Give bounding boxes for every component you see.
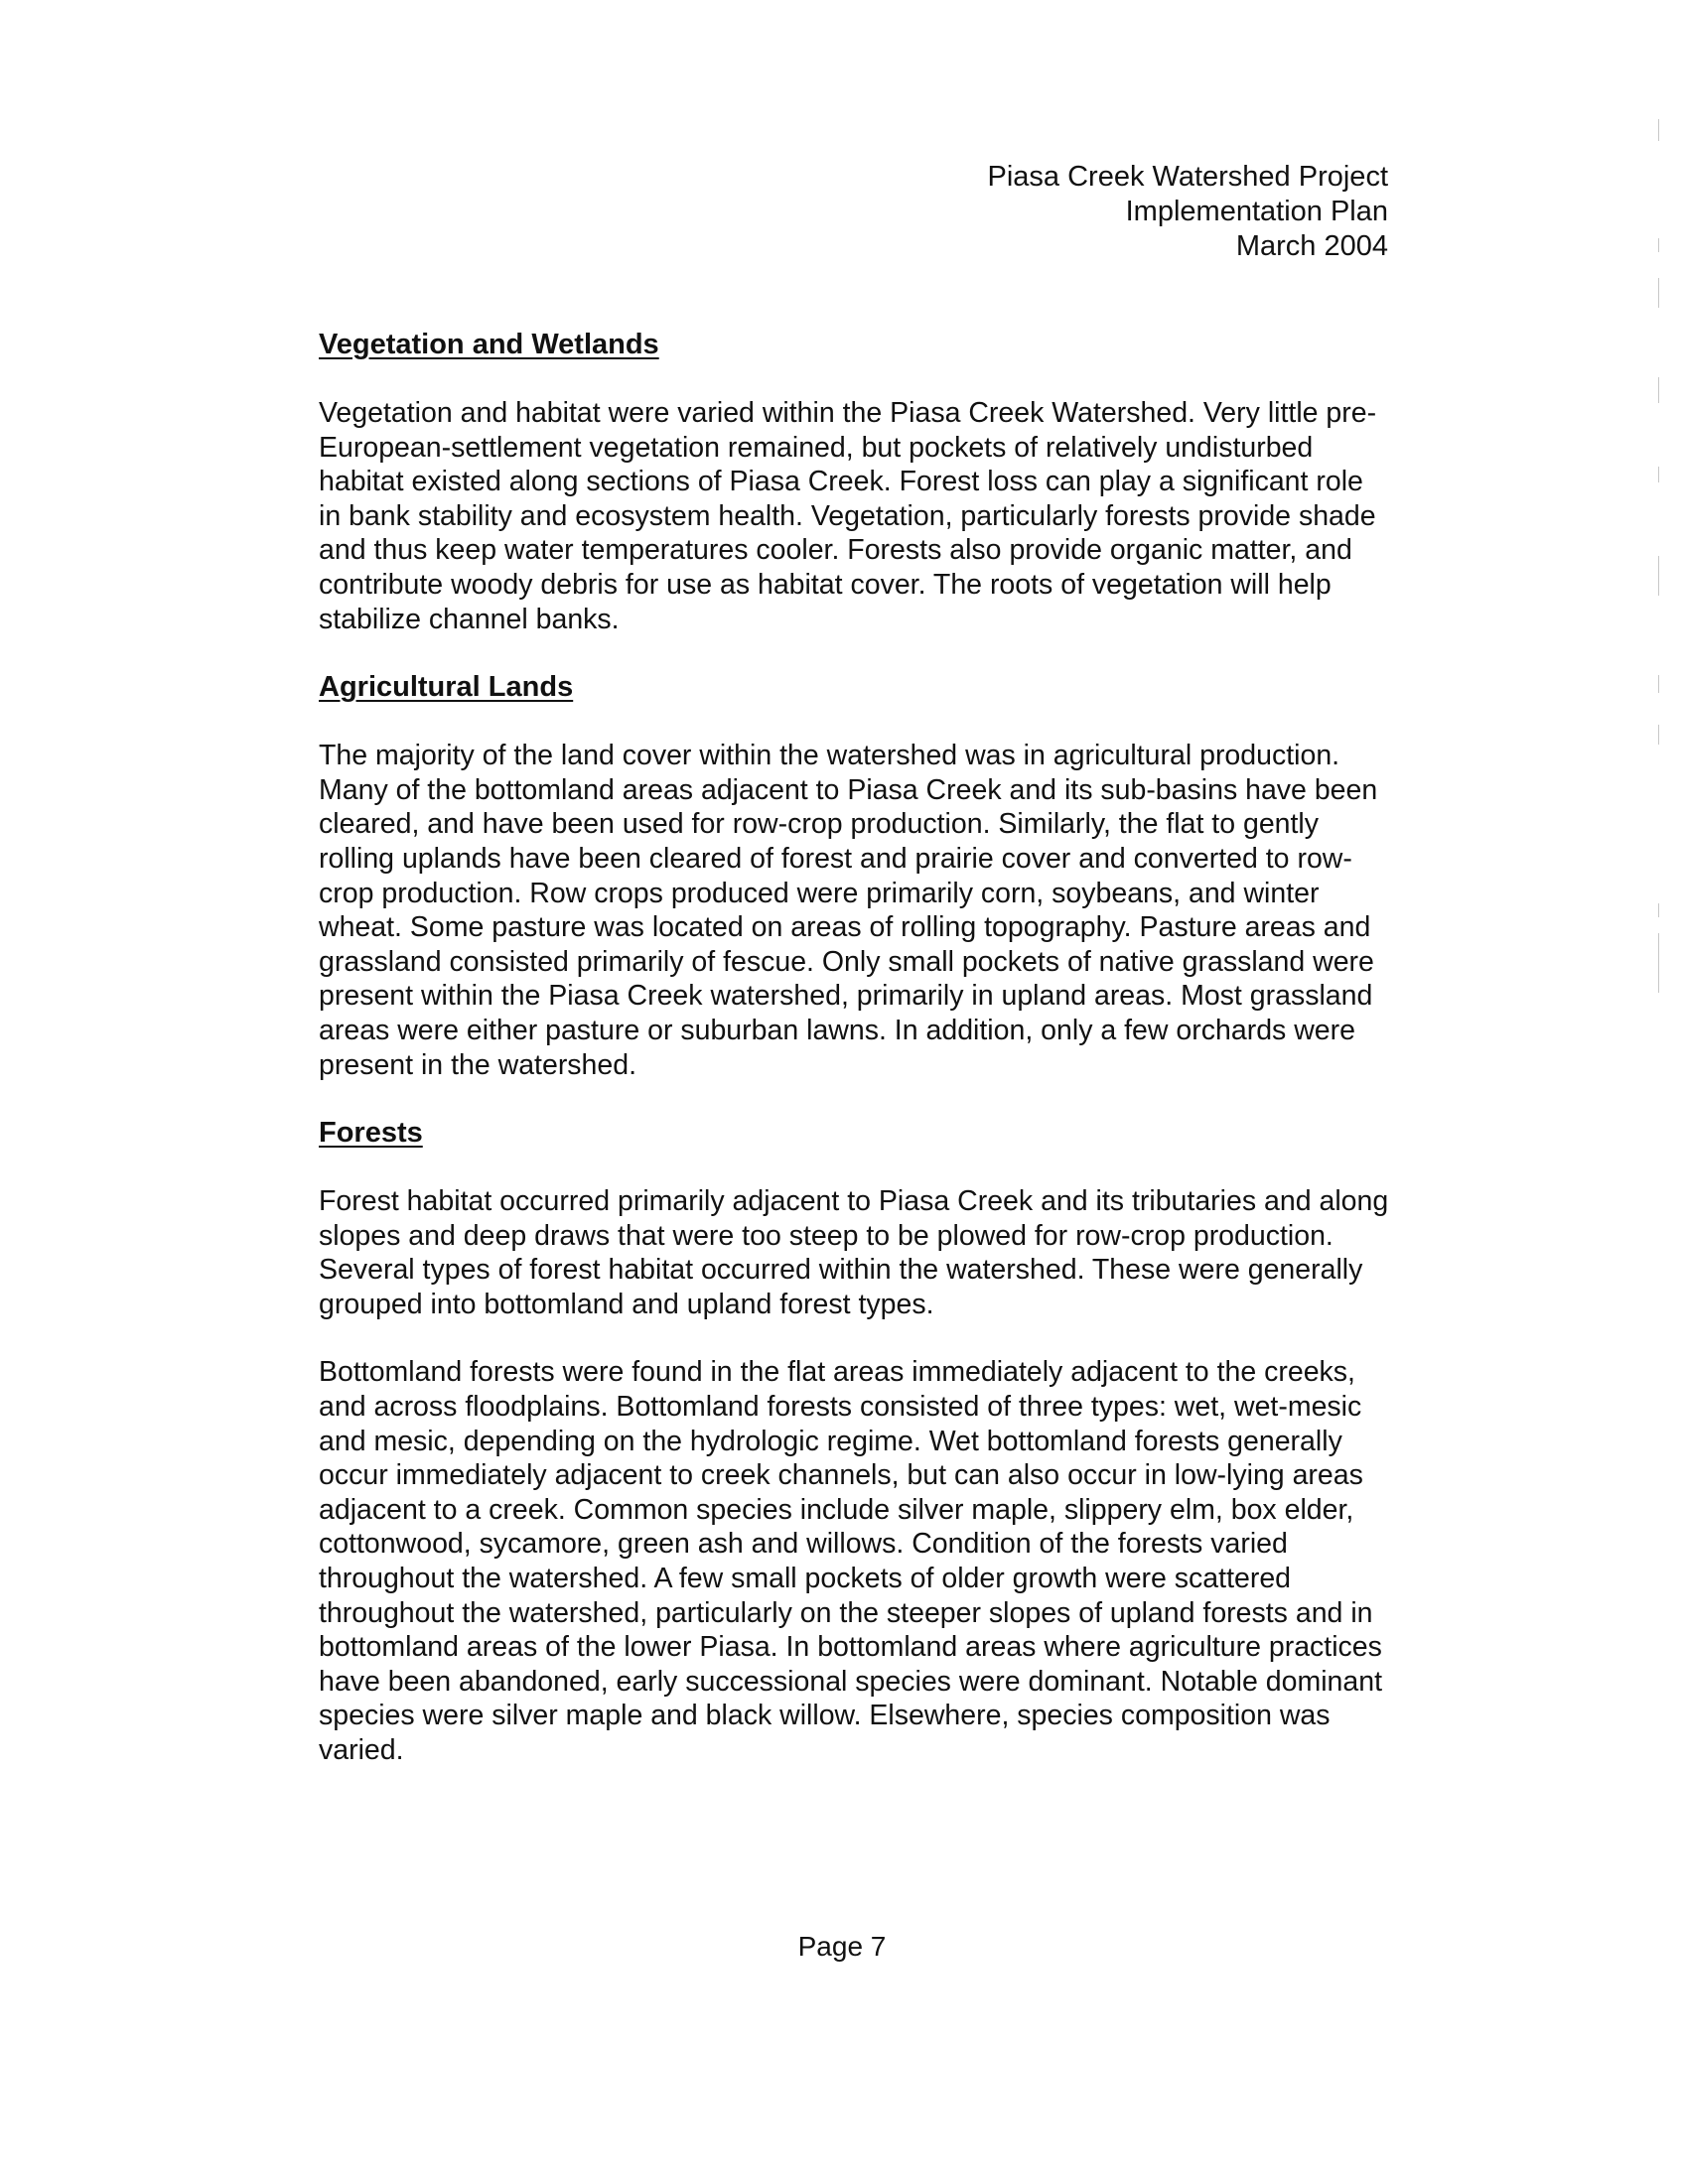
section-heading-forests: Forests [319,1117,423,1150]
document-header [988,160,1388,264]
paragraph-forests-intro: Forest habitat occurred primarily adjacent to Piasa Creek and its tributaries and along slopes and deep draws that were too steep to be plowed for row-crop production. Several types of forest habitat occurred within the watershed. These were generally grouped into bottomland and upland forest types. [319,1185,1389,1320]
paragraph-agricultural: The majority of the land cover within the watershed was in agricultural production. Many of the bottomland areas adjacent to Piasa Creek and its sub-basins have been cleared, and have been used for row-crop production. Similarly, the flat to gently rolling uplands have been cleared of forest and prairie cover and converted to row-crop production. Row crops produced were primarily corn, soybeans, and winter wheat. Some pasture was located on areas of rolling topography. Pasture areas and grassland consisted primarily of fescue. Only small pockets of native grassland were present within the Piasa Creek watershed, primarily in upland areas. Most grassland areas were either pasture or suburban lawns. In addition, only a few orchards were present in the watershed. [319,740,1378,1081]
page-number: Page 7 [797,1931,887,1962]
header-document-title: Implementation Plan [1125,196,1388,227]
section-forests [319,1116,1391,1768]
paragraph-vegetation: Vegetation and habitat were varied within the Piasa Creek Watershed. Very little pre-European-settlement vegetation remained, but pockets of relatively undisturbed habitat existed along sections of Piasa Creek. Forest loss can play a significant role in bank stability and ecosystem health. Vegetation, particularly forests provide shade and thus keep water temperatures cooler. Forests also provide organic matter, and contribute woody debris for use as habitat cover. The roots of vegetation will help stabilize channel banks. [319,397,1377,635]
section-agricultural [319,670,1391,1082]
scan-margin-marks [1658,119,1664,1112]
section-heading-agricultural: Agricultural Lands [319,671,574,704]
section-vegetation [319,328,1391,636]
header-date: March 2004 [1235,230,1388,262]
section-heading-vegetation: Vegetation and Wetlands [319,329,659,360]
header-project-title: Piasa Creek Watershed Project [987,161,1388,193]
paragraph-bottomland-forests: Bottomland forests were found in the flat areas immediately adjacent to the creeks, and across floodplains. Bottomland forests consisted of three types: wet, wet-mesic and mesic, depending on the hydrologic regime. Wet bottomland forests generally occur immediately adjacent to creek channels, but can also occur in low-lying areas adjacent to a creek. Common species include silver maple, slippery elm, box elder, cottonwood, sycamore, green ash and willows. Condition of the forests varied throughout the watershed. A few small pockets of older growth were scattered throughout the watershed, particularly on the steeper slopes of upland forests and in bottomland areas of the lower Piasa. In bottomland areas where agriculture practices have been abandoned, early successional species were dominant. Notable dominant species were silver maple and black willow. Elsewhere, species composition was varied. [319,1356,1383,1766]
document-body [319,328,1391,1802]
